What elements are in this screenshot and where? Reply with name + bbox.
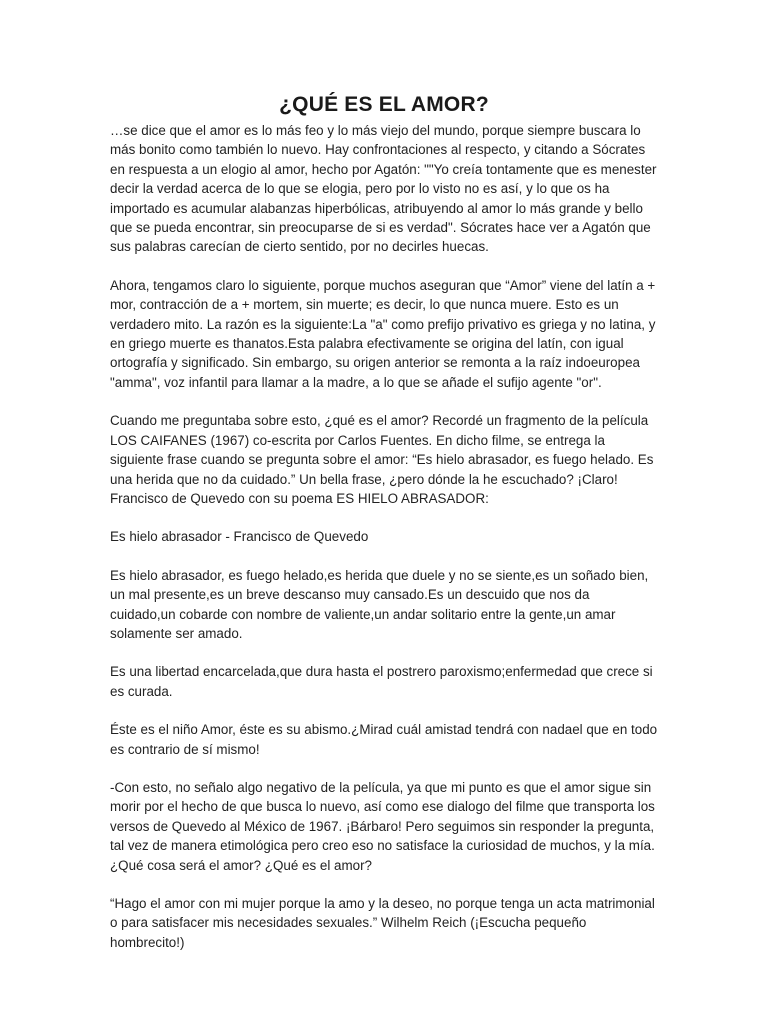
article-body — [110, 121, 658, 971]
paragraph-intro: …se dice que el amor es lo más feo y lo más viejo del mundo, porque siempre buscara lo más bonito como también lo nuevo. Hay confrontaciones al respecto, y citando a Sócrates en respuesta a un elogio al amor, hecho por Agatón: ""Yo creía tontamente que es menester decir la verdad acerca de lo que se elogia, pero por lo visto no es así, y lo que os ha importado es acumular alabanzas hiperbólicas, atribuyendo al amor lo más grande y bello que se pueda encontrar, sin preocuparse de si es verdad". Sócrates hace ver a Agatón que sus palabras carecían de cierto sentido, por no decirles huecas. — [110, 123, 657, 255]
quote-reich: “Hago el amor con mi mujer porque la amo y la deseo, no porque tenga un acta matrimonial o para satisfacer mis necesidades sexuales.” Wilhelm Reich (¡Escucha pequeño hombrecito!) — [110, 896, 655, 950]
poem-heading: Es hielo abrasador - Francisco de Quevedo — [110, 529, 369, 545]
poem-stanza: Éste es el niño Amor, éste es su abismo.¿Mirad cuál amistad tendrá con nadael que en todo es contrario de sí mismo! — [110, 722, 658, 757]
paragraph-reflection: -Con esto, no señalo algo negativo de la película, ya que mi punto es que el amor sigue sin morir por el hecho de que busca lo nuevo, así como ese dialogo del filme que transporta los versos de Quevedo al México de 1967. ¡Bárbaro! Pero seguimos sin responder la pregunta, tal vez de manera etimológica pero creo eso no satisface la curiosidad de muchos, y la mía. ¿Qué cosa será el amor? ¿Qué es el amor? — [110, 779, 655, 873]
poem-stanza: Es una libertad encarcelada,que dura hasta el postrero paroxismo;enfermedad que crece si es curada. — [110, 664, 653, 699]
page-title: ¿QUÉ ES EL AMOR? — [279, 93, 489, 116]
paragraph-film: Cuando me preguntaba sobre esto, ¿qué es el amor? Recordé un fragmento de la película LOS CAIFANES (1967) co-escrita por Carlos Fuentes. En dicho filme, se entrega la siguiente frase cuando se pregunta sobre el amor: “Es hielo abrasador, es fuego helado. Es una herida que no da cuidado.” Un bella frase, ¿pero dónde la he escuchado? ¡Claro! Francisco de Quevedo con su poema ES HIELO ABRASADOR: — [110, 413, 654, 506]
paragraph-etymology: Ahora, tengamos claro lo siguiente, porque muchos aseguran que “Amor” viene del latín a + mor, contracción de a + mortem, sin muerte; es decir, lo que nunca muere. Esto es un verdadero mito. La razón es la siguiente:La "a" como prefijo privativo es griega y no latina, y en griego muerte es thanatos.Esta palabra efectivamente se origina del latín, con igual ortografía y significado. Sin embargo, su origen anterior se remonta a la raíz indoeuropea "amma", voz infantil para llamar a la madre, a lo que se añade el sufijo agente "or". — [110, 277, 656, 390]
poem-stanza: Es hielo abrasador, es fuego helado,es herida que duele y no se siente,es un soñado bien, un mal presente,es un breve descanso muy cansado.Es un descuido que nos da cuidado,un cobarde con nombre de valiente,un andar solitario entre la gente,un amar solamente ser amado. — [110, 567, 649, 641]
